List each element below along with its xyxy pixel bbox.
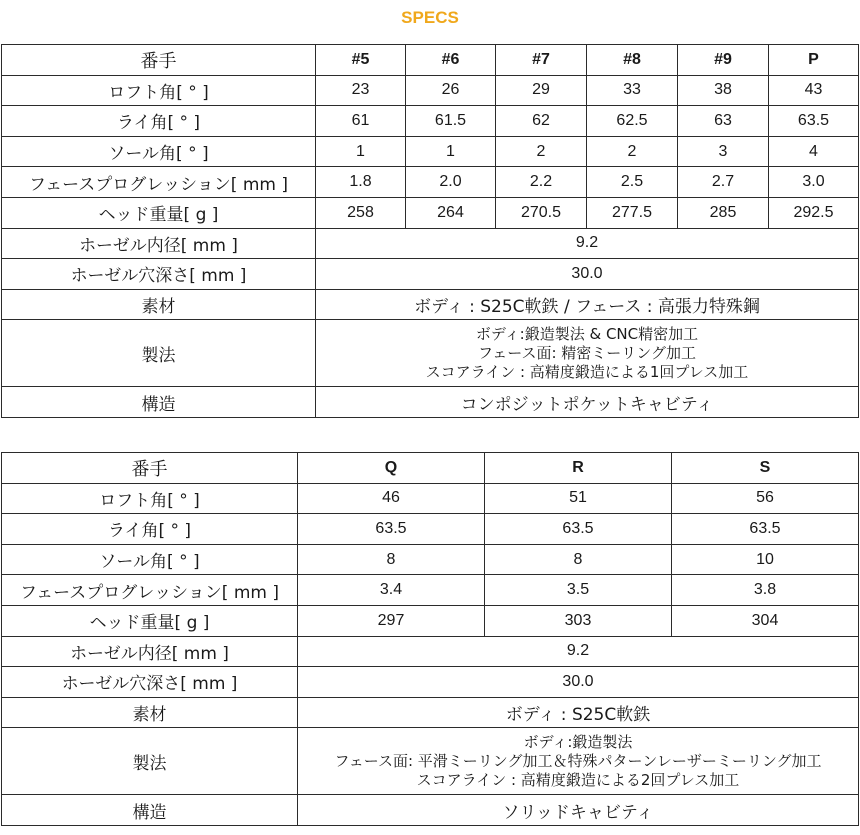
- specs-table-2-body: [2, 453, 859, 826]
- hosel-diameter-row: [2, 228, 859, 259]
- row-value: 258: [316, 197, 406, 228]
- row-label: ロフト角[ ° ]: [2, 75, 316, 106]
- row-value: 26: [406, 75, 496, 106]
- column-header: S: [672, 453, 859, 484]
- method-value: [298, 728, 859, 795]
- material-value: ボディ : S25C軟鉄: [298, 697, 859, 728]
- table-row: [2, 167, 859, 198]
- table-row: [2, 136, 859, 167]
- hosel-diameter-label: ホーゼル内径[ mm ]: [2, 228, 316, 259]
- row-value: 61: [316, 106, 406, 137]
- row-value: 62: [496, 106, 587, 137]
- method-row: [2, 320, 859, 387]
- material-label: 素材: [2, 289, 316, 320]
- method-value: [316, 320, 859, 387]
- row-label: ロフト角[ ° ]: [2, 483, 298, 514]
- row-value: 1: [316, 136, 406, 167]
- table-row: [2, 75, 859, 106]
- hosel-depth-label: ホーゼル穴深さ[ mm ]: [2, 259, 316, 290]
- hosel-depth-row: [2, 259, 859, 290]
- column-header: R: [485, 453, 672, 484]
- row-label: ライ角[ ° ]: [2, 106, 316, 137]
- row-value: 23: [316, 75, 406, 106]
- header-label: 番手: [2, 453, 298, 484]
- structure-row: [2, 387, 859, 418]
- table-row: [2, 197, 859, 228]
- row-value: 46: [298, 483, 485, 514]
- table-row: [2, 106, 859, 137]
- table-row: [2, 575, 859, 606]
- row-value: 264: [406, 197, 496, 228]
- row-value: 277.5: [587, 197, 678, 228]
- row-value: 292.5: [769, 197, 859, 228]
- row-value: 3: [678, 136, 769, 167]
- structure-label: 構造: [2, 795, 298, 826]
- row-value: 33: [587, 75, 678, 106]
- method-label: 製法: [2, 320, 316, 387]
- material-row: [2, 697, 859, 728]
- table-row: [2, 544, 859, 575]
- structure-value: ソリッドキャビティ: [298, 795, 859, 826]
- row-value: 3.0: [769, 167, 859, 198]
- method-line: ボディ:鍛造製法: [523, 732, 633, 751]
- row-value: 62.5: [587, 106, 678, 137]
- hosel-diameter-value: 9.2: [316, 228, 859, 259]
- row-value: 29: [496, 75, 587, 106]
- row-label: フェースプログレッション[ mm ]: [2, 575, 298, 606]
- row-value: 63.5: [485, 514, 672, 545]
- specs-table-1-body: [2, 45, 859, 418]
- row-value: 43: [769, 75, 859, 106]
- method-label: 製法: [2, 728, 298, 795]
- table-row: [2, 514, 859, 545]
- row-label: ヘッド重量[ g ]: [2, 197, 316, 228]
- material-label: 素材: [2, 697, 298, 728]
- page-title: SPECS: [401, 8, 459, 27]
- row-value: 4: [769, 136, 859, 167]
- row-value: 2: [496, 136, 587, 167]
- table-row: [2, 605, 859, 636]
- hosel-diameter-row: [2, 636, 859, 667]
- column-header: P: [769, 45, 859, 76]
- row-value: 285: [678, 197, 769, 228]
- header-label: 番手: [2, 45, 316, 76]
- method-line: ボディ:鍛造製法 & CNC精密加工: [475, 324, 699, 343]
- row-value: 3.4: [298, 575, 485, 606]
- column-header: #6: [406, 45, 496, 76]
- row-value: 8: [298, 544, 485, 575]
- row-value: 2.2: [496, 167, 587, 198]
- material-row: [2, 289, 859, 320]
- row-value: 2.5: [587, 167, 678, 198]
- row-label: ライ角[ ° ]: [2, 514, 298, 545]
- column-header: Q: [298, 453, 485, 484]
- specs-table-2: [1, 452, 859, 826]
- hosel-diameter-value: 9.2: [298, 636, 859, 667]
- row-value: 3.5: [485, 575, 672, 606]
- row-value: 270.5: [496, 197, 587, 228]
- structure-value: コンポジットポケットキャビティ: [316, 387, 859, 418]
- row-value: 63.5: [298, 514, 485, 545]
- row-value: 8: [485, 544, 672, 575]
- structure-row: [2, 795, 859, 826]
- column-header: #5: [316, 45, 406, 76]
- row-value: 51: [485, 483, 672, 514]
- row-value: 3.8: [672, 575, 859, 606]
- row-label: ソール角[ ° ]: [2, 544, 298, 575]
- row-value: 63.5: [769, 106, 859, 137]
- header-row: [2, 453, 859, 484]
- row-value: 303: [485, 605, 672, 636]
- method-line: フェース面: 精密ミーリング加工: [477, 343, 697, 362]
- method-line: フェース面: 平滑ミーリング加工＆特殊パターンレーザーミーリング加工: [334, 751, 822, 770]
- hosel-depth-value: 30.0: [298, 667, 859, 698]
- row-value: 10: [672, 544, 859, 575]
- row-label: フェースプログレッション[ mm ]: [2, 167, 316, 198]
- column-header: #7: [496, 45, 587, 76]
- hosel-depth-row: [2, 667, 859, 698]
- row-value: 2.0: [406, 167, 496, 198]
- row-label: ソール角[ ° ]: [2, 136, 316, 167]
- hosel-diameter-label: ホーゼル内径[ mm ]: [2, 636, 298, 667]
- material-value: ボディ : S25C軟鉄 / フェース : 高張力特殊鋼: [316, 289, 859, 320]
- method-line: スコアライン : 高精度鍛造による1回プレス加工: [425, 362, 749, 381]
- row-value: 38: [678, 75, 769, 106]
- row-value: 63.5: [672, 514, 859, 545]
- hosel-depth-label: ホーゼル穴深さ[ mm ]: [2, 667, 298, 698]
- method-row: [2, 728, 859, 795]
- row-value: 304: [672, 605, 859, 636]
- row-value: 56: [672, 483, 859, 514]
- row-value: 1: [406, 136, 496, 167]
- row-value: 61.5: [406, 106, 496, 137]
- column-header: #9: [678, 45, 769, 76]
- column-header: #8: [587, 45, 678, 76]
- row-label: ヘッド重量[ g ]: [2, 605, 298, 636]
- method-line: スコアライン : 高精度鍛造による2回プレス加工: [416, 770, 740, 789]
- row-value: 1.8: [316, 167, 406, 198]
- row-value: 2: [587, 136, 678, 167]
- header-row: [2, 45, 859, 76]
- hosel-depth-value: 30.0: [316, 259, 859, 290]
- structure-label: 構造: [2, 387, 316, 418]
- table-row: [2, 483, 859, 514]
- row-value: 2.7: [678, 167, 769, 198]
- row-value: 297: [298, 605, 485, 636]
- row-value: 63: [678, 106, 769, 137]
- specs-table-1: [1, 44, 859, 418]
